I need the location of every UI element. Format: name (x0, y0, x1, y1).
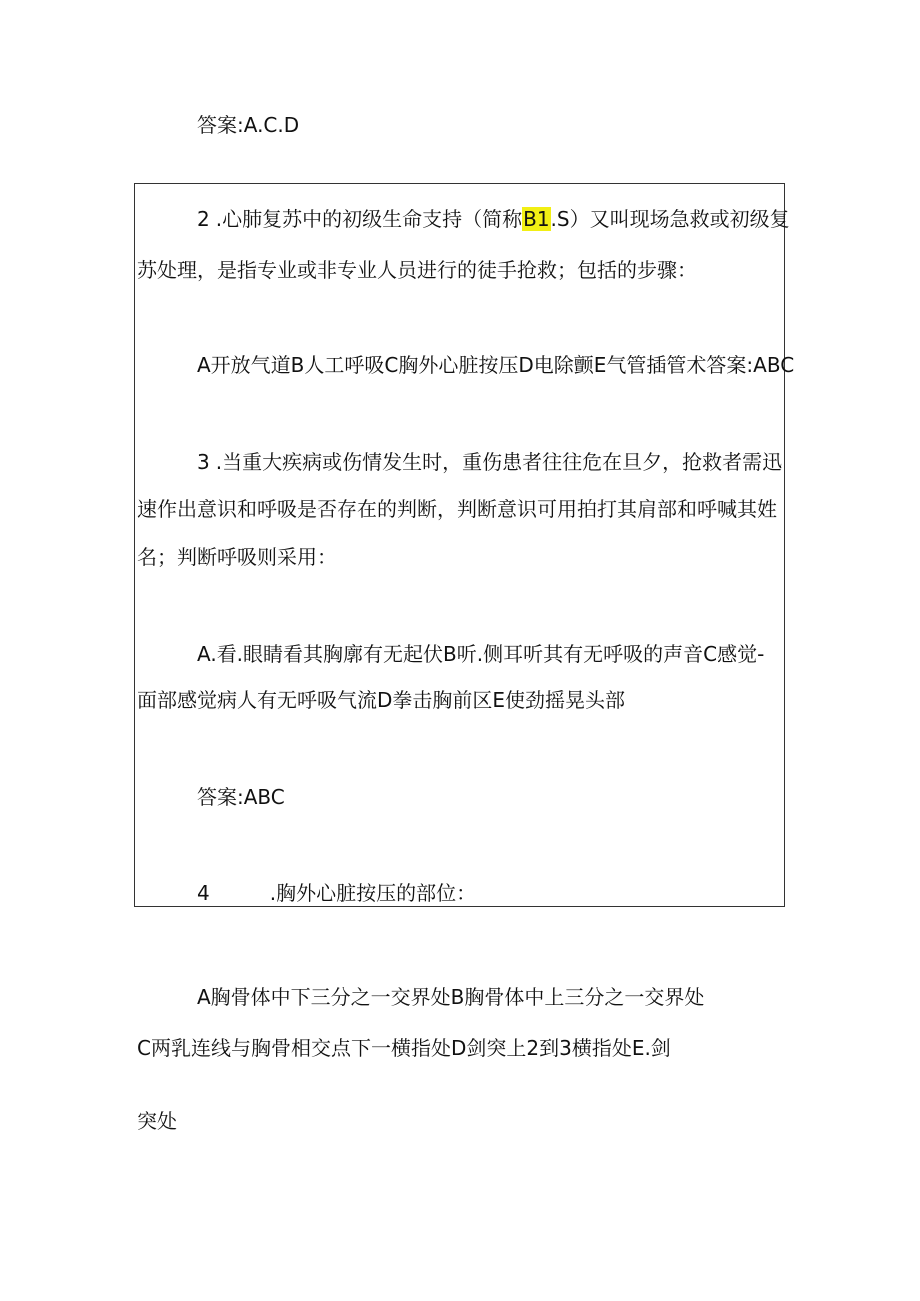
question-2-options-answer: A开放气道B人工呼吸C胸外心脏按压D电除颤E气管插管术答案:ABC (197, 353, 795, 377)
question-2-line-1 (197, 205, 790, 233)
answer-line-q1: 答案:A.C.D (197, 113, 300, 137)
question-3-line-1 (197, 448, 782, 476)
question-2-number: 2 (197, 207, 210, 231)
question-2-line-2: 苏处理，是指专业或非专业人员进行的徒手抢救；包括的步骤： (137, 258, 697, 282)
highlighted-text: B1 (523, 207, 550, 231)
question-4-options-line-2: C两乳连线与胸骨相交点下一横指处D剑突上2到3横指处E.剑 (137, 1036, 671, 1060)
question-4-options-line-3: 突处 (137, 1109, 177, 1133)
question-3-line-3: 名；判断呼吸则采用： (137, 545, 337, 569)
question-3-options-line-2: 面部感觉病人有无呼吸气流D拳击胸前区E使劲摇晃头部 (137, 688, 626, 712)
question-4-text: .胸外心脏按压的部位： (269, 881, 477, 905)
question-3-answer: 答案:ABC (197, 785, 285, 809)
question-2-text-post: .S）又叫现场急救或初级复 (550, 207, 790, 231)
question-4-number: 4 (197, 881, 210, 905)
question-3-text: .当重大疾病或伤情发生时，重伤患者往往危在旦夕，抢救者需迅 (215, 450, 783, 474)
question-3-options-line-1: A.看.眼睛看其胸廓有无起伏B听.侧耳听其有无呼吸的声音C感觉- (197, 642, 765, 666)
question-3-number: 3 (197, 450, 210, 474)
question-3-line-2: 速作出意识和呼吸是否存在的判断，判断意识可用拍打其肩部和呼喊其姓 (137, 497, 777, 521)
question-2-text-pre: .心肺复苏中的初级生命支持（简称 (215, 207, 523, 231)
question-4-options-line-1: A胸骨体中下三分之一交界处B胸骨体中上三分之一交界处 (197, 985, 705, 1009)
question-4-line (197, 879, 476, 907)
